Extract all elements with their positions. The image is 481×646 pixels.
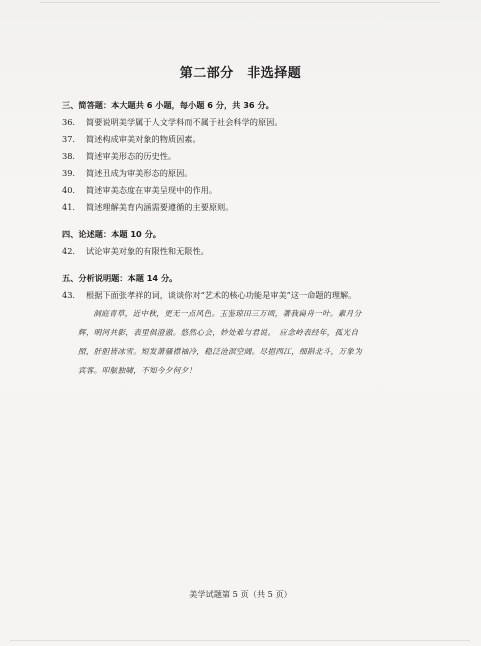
question-41 — [62, 202, 233, 213]
question-37 — [62, 134, 201, 145]
question-39 — [62, 168, 192, 179]
question-36 — [62, 117, 283, 128]
question-number: 43. — [62, 290, 76, 300]
question-text: 简述审美态度在审美呈现中的作用。 — [86, 185, 218, 195]
question-38 — [62, 151, 176, 162]
poem-line: 辉，明河共影，表里俱澄澈。悠然心会，妙处难与君说。 应念岭表经年，孤光自 — [78, 328, 359, 337]
scan-edge-bottom — [10, 640, 470, 641]
question-40 — [62, 185, 217, 196]
scan-edge-top — [40, 2, 440, 3]
poem-line: 洞庭青草，近中秋，更无一点风色。玉鉴琼田三万顷，著我扁舟一叶。素月分 — [93, 309, 362, 318]
poem-line: 宾客。叩舷独啸，不知今夕何夕！ — [78, 366, 197, 375]
question-number: 42. — [62, 246, 76, 256]
question-text: 简述理解美育内涵需要遵循的主要原则。 — [86, 202, 234, 212]
question-text: 简述丑成为审美形态的原因。 — [86, 168, 193, 178]
question-number: 37. — [62, 134, 76, 144]
section-heading-analysis: 五、分析说明题：本题 14 分。 — [62, 273, 178, 283]
question-number: 36. — [62, 117, 76, 127]
question-number: 39. — [62, 168, 76, 178]
poem-line: 照，肝胆皆冰雪。短发萧骚襟袖冷，稳泛沧溟空阔。尽挹西江，细斟北斗，万象为 — [78, 347, 363, 356]
poem-block — [78, 304, 418, 380]
question-text: 简述审美形态的历史性。 — [86, 151, 177, 161]
question-number: 40. — [62, 185, 76, 195]
section-heading-short-answer: 三、简答题：本大题共 6 小题，每小题 6 分，共 36 分。 — [62, 100, 274, 110]
page-title: 第二部分 非选择题 — [179, 66, 302, 81]
question-text: 简要说明美学属于人文学科而不属于社会科学的原因。 — [86, 117, 283, 127]
question-text: 根据下面张孝祥的词，谈谈你对“艺术的核心功能是审美”这一命题的理解。 — [86, 290, 357, 300]
question-42 — [62, 246, 209, 257]
question-43 — [62, 290, 356, 301]
question-number: 38. — [62, 151, 76, 161]
question-text: 简述构成审美对象的物质因素。 — [86, 134, 201, 144]
page-footer: 美学试题第 5 页（共 5 页） — [189, 589, 292, 599]
question-number: 41. — [62, 202, 76, 212]
section-heading-essay: 四、论述题：本题 10 分。 — [62, 229, 161, 239]
question-text: 试论审美对象的有限性和无限性。 — [86, 246, 209, 256]
